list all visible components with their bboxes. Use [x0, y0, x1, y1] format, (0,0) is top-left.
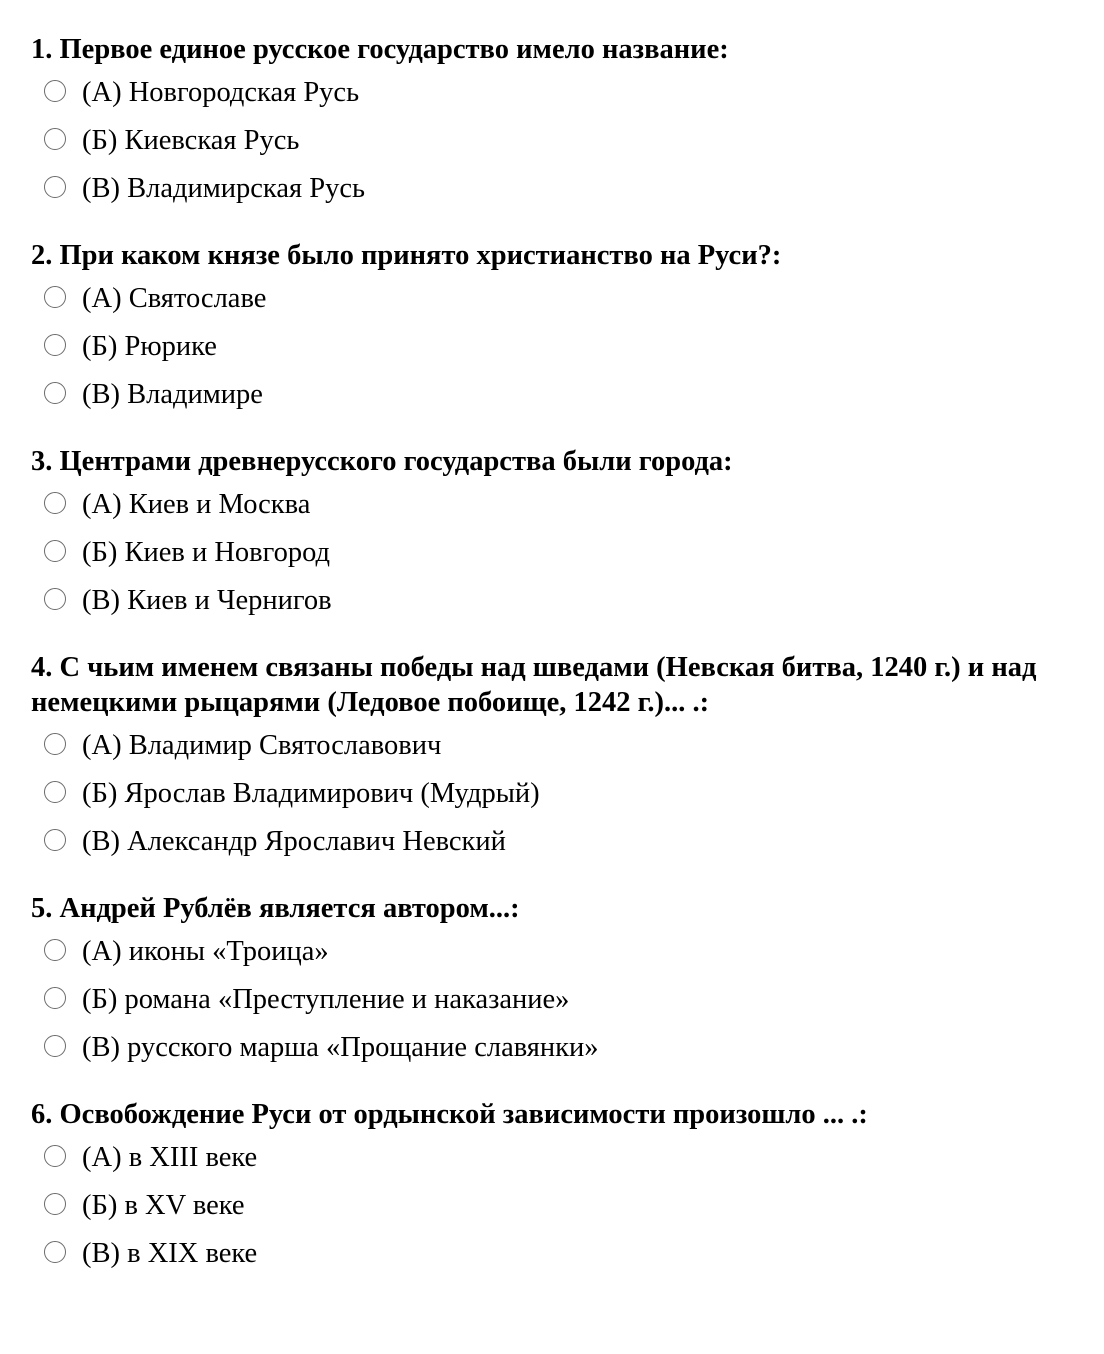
option-6-b[interactable] — [31, 1182, 1091, 1230]
radio-button[interactable] — [44, 334, 66, 356]
option-label[interactable]: (Б) Киев и Новгород — [82, 537, 331, 568]
radio-button[interactable] — [44, 829, 66, 851]
option-6-c[interactable] — [31, 1230, 1091, 1278]
question-title: 2. При каком князе было принято христианство на Руси?: — [31, 240, 782, 271]
option-3-b[interactable] — [31, 529, 1091, 577]
option-6-a[interactable] — [31, 1134, 1091, 1182]
option-label[interactable]: (А) Владимир Святославович — [82, 730, 442, 761]
option-label[interactable]: (А) в XIII веке — [82, 1142, 258, 1173]
option-2-c[interactable] — [31, 371, 1091, 419]
radio-button[interactable] — [44, 733, 66, 755]
question-4 — [31, 650, 1091, 866]
radio-button[interactable] — [44, 1035, 66, 1057]
option-5-c[interactable] — [31, 1024, 1091, 1072]
question-5 — [31, 891, 1091, 1072]
option-1-c[interactable] — [31, 165, 1091, 213]
radio-button[interactable] — [44, 588, 66, 610]
option-label[interactable]: (В) Киев и Чернигов — [82, 585, 332, 616]
option-label[interactable]: (В) русского марша «Прощание славянки» — [82, 1032, 599, 1063]
question-title: 3. Центрами древнерусского государства были города: — [31, 446, 733, 477]
radio-button[interactable] — [44, 1241, 66, 1263]
option-label[interactable]: (А) иконы «Троица» — [82, 936, 329, 967]
radio-button[interactable] — [44, 176, 66, 198]
radio-button[interactable] — [44, 492, 66, 514]
option-label[interactable]: (Б) Рюрике — [82, 331, 217, 362]
option-label[interactable]: (В) Владимире — [82, 379, 263, 410]
question-2 — [31, 238, 1091, 419]
radio-button[interactable] — [44, 1193, 66, 1215]
radio-button[interactable] — [44, 987, 66, 1009]
option-label[interactable]: (В) в XIX веке — [82, 1238, 258, 1269]
question-title: 5. Андрей Рублёв является автором...: — [31, 893, 520, 924]
option-label[interactable]: (Б) Ярослав Владимирович (Мудрый) — [82, 778, 540, 809]
radio-button[interactable] — [44, 939, 66, 961]
question-3 — [31, 444, 1091, 625]
option-3-c[interactable] — [31, 577, 1091, 625]
radio-button[interactable] — [44, 540, 66, 562]
quiz-form — [31, 32, 1091, 1303]
question-1 — [31, 32, 1091, 213]
option-4-a[interactable] — [31, 722, 1091, 770]
option-label[interactable]: (В) Александр Ярославич Невский — [82, 826, 506, 857]
option-label[interactable]: (Б) романа «Преступление и наказание» — [82, 984, 570, 1015]
radio-button[interactable] — [44, 286, 66, 308]
option-4-b[interactable] — [31, 770, 1091, 818]
question-title: 4. С чьим именем связаны победы над шведами (Невская битва, 1240 г.) и над немецкими рыцарями (Ледовое побоище, 1242 г.)... .: — [31, 652, 1037, 718]
option-3-a[interactable] — [31, 481, 1091, 529]
radio-button[interactable] — [44, 80, 66, 102]
question-6 — [31, 1097, 1091, 1278]
option-2-b[interactable] — [31, 323, 1091, 371]
option-label[interactable]: (В) Владимирская Русь — [82, 173, 365, 204]
question-title: 1. Первое единое русское государство имело название: — [31, 34, 729, 65]
radio-button[interactable] — [44, 128, 66, 150]
option-1-a[interactable] — [31, 69, 1091, 117]
question-title: 6. Освобождение Руси от ордынской зависимости произошло ... .: — [31, 1099, 868, 1130]
radio-button[interactable] — [44, 1145, 66, 1167]
option-label[interactable]: (А) Киев и Москва — [82, 489, 311, 520]
option-4-c[interactable] — [31, 818, 1091, 866]
option-label[interactable]: (А) Новгородская Русь — [82, 77, 360, 108]
option-label[interactable]: (А) Святославе — [82, 283, 267, 314]
option-1-b[interactable] — [31, 117, 1091, 165]
option-5-a[interactable] — [31, 928, 1091, 976]
option-5-b[interactable] — [31, 976, 1091, 1024]
option-label[interactable]: (Б) Киевская Русь — [82, 125, 300, 156]
radio-button[interactable] — [44, 781, 66, 803]
radio-button[interactable] — [44, 382, 66, 404]
option-2-a[interactable] — [31, 275, 1091, 323]
option-label[interactable]: (Б) в XV веке — [82, 1190, 245, 1221]
